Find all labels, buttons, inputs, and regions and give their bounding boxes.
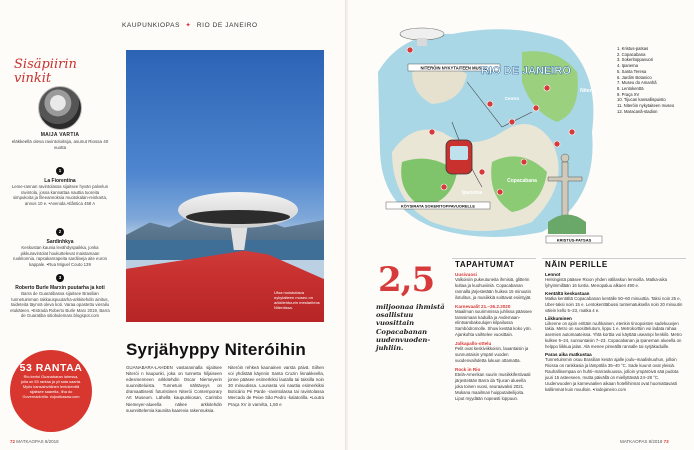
left-page: [0, 0, 346, 450]
event-title: Rock in Rio: [455, 366, 481, 372]
fact-title: Liikkuminen: [545, 315, 572, 321]
legend-item: 2. Copacabana: [617, 51, 646, 57]
author-description: eläkkeellä oleva ravintoloitsija, asunut Riossa 40 vuotta: [11, 139, 109, 150]
map-label-ipanema: Ipanema: [461, 190, 483, 196]
legend-item: 6. Jardim Botanico: [617, 74, 652, 80]
tip-description: Leme-rannan ravintolassa sijaitsee hyvän palvelun ravintola, jossa kannattaa nauttia tuoreita simpukoita ja fileeannoksia muotokalan-reinkarta, annos 10 e. •Avenida Atlântica 458 A: [11, 184, 109, 206]
legend-item: 12. Maracanã-stadion: [617, 108, 658, 114]
fact-description: Matka kentältä Copacabanan kentälle 50–60 minuuttia. Taksi noin 25 e, Uber-taksi noin 15 e. Lentokenttäbussi tuntematuksella noin 20 minuutin välein kello 5–23, matka 4 e.: [545, 295, 683, 313]
fact-description: Tunnetuimmin osuu Brasilian kesän ajalle joulu–maaliskuuhun, jolloin Riossa on rankkasia ja lämpötila 35–40 °C. Sade kuurot ovat yleisiä. Rauhallisempaa on huhti–marraskuussa, jolloin ympäröivä sää pudota juuri 15 asteeseen, mutta päivällä on miellyttävää 24–28 °C. Uudenvuoden ja karnevaalien aikaan hotellihinnat ovat huomattavasti kalliimmat kuin muulloin. •riodejaneiro.com: [545, 357, 679, 392]
author-name: MAIJA VARTIA: [40, 132, 80, 138]
museum-photo: [126, 50, 324, 322]
photo-caption: Ufoa muistuttava nykytaiteen museo on arkkitehtuurin mestariteos Niteróissa.: [274, 290, 320, 310]
publication-name: MATKAOPAS 8/2018: [620, 439, 663, 444]
map-legend: [617, 46, 687, 114]
map-label-copacabana: Copacabana: [507, 178, 537, 184]
facts-list: [545, 272, 685, 393]
legend-item: 7. Museu do Amanhã: [617, 80, 657, 86]
event-description: Etelä-Amerikan suurin musiikkifestivaali järjestetään Barra da Tijucan alueella joka toinen vuosi, seuraavaksi 2021. Mukana maailman huipputaiteilijoita. Liput myydään nopeasti loppuun.: [455, 371, 531, 401]
events-rule: [452, 258, 536, 259]
star-icon: ✦: [185, 22, 192, 29]
page-footer-right: [620, 439, 669, 444]
section-label: KAUPUNKIOPAS: [122, 22, 181, 29]
tips-title: Sisäpiirin vinkit: [14, 57, 77, 86]
publication-name: MATKAOPAS 8/2018: [16, 439, 59, 444]
legend-item: 8. Lentokenttä: [617, 85, 644, 91]
event-title: Karnevaalit 21.–26.2.2020: [455, 303, 511, 309]
page-footer-left: [10, 439, 59, 444]
events-heading: TAPAHTUMAT: [455, 260, 515, 269]
facts-heading: NÄIN PERILLE: [545, 260, 608, 269]
fact-title: Lennot: [545, 272, 561, 277]
tip-title: Sardinhkya: [46, 239, 74, 245]
event-description: Pelit ovat keskiviikkoisin, lauantaisin ja sunnuntaisin ympäri vuoden vuodenvaihdetta lukuun ottamatta.: [455, 346, 529, 363]
fact-title: Paras aika matkustaa: [545, 352, 592, 358]
tip-number: 3: [56, 274, 64, 282]
tip-title: Roberto Burle Marxin puutarha ja koti: [15, 285, 105, 291]
article-column-1: GUANABARA-LAHDEN vastarannalla sijaitsee Niterói n kaupunki, joka on tunnettu hiljaiseen edesmenneen arkkitehdin Oscar Niemeyerin suunnitteluista. Tunnetuin nähtävyys on dramaattisesti futuristinen Niterói Contemporary Art Museum. Lähellä kaupunkiosan, Carimbo Niemeyer-alueella näkee arkkitehdin suunnittelemia kauniita kaarevia rakennuksia.: [126, 365, 222, 413]
event-title: Uusivuosi: [455, 272, 477, 277]
page-number: 72: [10, 439, 16, 444]
events-list: [455, 272, 533, 401]
stat-quote: miljoonaa ihmistä osallistuu vuosittain Copacabanan uudenvuodenjuhliin.: [376, 303, 445, 353]
legend-item: 11. Niteróin nykytaiteen museo: [617, 103, 675, 109]
badge-title: 53 RANTAA: [19, 362, 83, 374]
author-avatar: [38, 86, 82, 130]
legend-item: 5. Santa Teresa: [617, 68, 647, 74]
badge-description: Rio kertoi Guanabaran lahessa, jolla on 53 rantaa ja yli sata saarta. Myös kansainvälinen lentokenttä sijaitsee saarella, Ilha do Governadorilla. riojustkasaw.com: [20, 374, 82, 399]
tip-title: La Fiorentina: [44, 178, 76, 184]
map-label-city: RIO DE JANEIRO: [481, 65, 571, 77]
tip-number: 2: [56, 228, 64, 236]
fact-description: Liikenne on ajoin erittäin ruuhkainen, etenkin tiroopoisten sadekuuvjen takia. Metro on suosittelutum, lippu 1 e. Metrokorttiin voi ladata rahaa asemien automaateissa. Yhtä korttia voi käyttää useampi henkilö. Metro kulkee 5–24, sunnuntaisin 7–23. Copacabanan ja Ipaneman alueella on helppo liikkua jalan. Alä menee pimeällä rannalle tai syrjäkaduille.: [545, 320, 682, 350]
tip-item-3: [10, 266, 110, 319]
tip-description: Barra de Guaratibassa sijaitsee Brasilian tunnetuimman rakkauspuutarha-arkkitehdin ainitus, taideteita täynnä oleva koti. Varaa opastettu vierailu etukäteen. •Estrada Roberto Burle Marx 2019, Barra de Guaratiba sitiobulemarx.blogspot.com: [10, 291, 110, 319]
page-header: [122, 21, 258, 29]
beaches-badge: [10, 350, 92, 432]
page-number: 73: [663, 439, 669, 444]
tip-description: Keskustan kaunia levähdyspaikka, jonka pikkuravintolat houkuttelevat maistamaan ruokitonnia, rapsakanrapeita sardiineja aite euron kappale. •Rua Miguel Couto 139: [12, 245, 108, 267]
legend-item: 3. Sokeritoppavuori: [617, 57, 654, 63]
legend-item: 1. Kristus-patsas: [617, 46, 649, 51]
article-headline: Syrjähyppy Niteróihin: [126, 340, 306, 359]
city-label: RIO DE JANEIRO: [196, 22, 258, 29]
map-label-cable: KÖYSIRATA SOKERITOPPAVUORELLE: [400, 203, 476, 209]
event-description: Valkoisiin pukeutuneita ihmisiä, glitterin kultaa ja kuohuviiniä. Copacabanan rannalla järjestetään huikea 15 minuutin ilotulitus, ja musiikkiä soittavat esiintyjät.: [455, 277, 532, 300]
legend-item: 9. Praça XV: [617, 91, 640, 97]
tip-item-1: [10, 159, 110, 206]
event-title: Jalkapallo-ottelu: [455, 341, 492, 347]
map-label-centro: Centro: [504, 96, 520, 101]
article-column-2: Niteróin rehkeä kaunainen varsta päivä. Siihen voi yhdistää käynnin Santa Cruzin linnakkeella, jonne pääsee esimerkiksi lautalla tai taksilla noin 30 minuutissa. Lounasta voi nauttia esimerkiksi Boticário Pé Parde -ravintolassa tai ravintolassa Mercado de Peixe São Pedro -kalatorilla. •Loutra Praça XV in varrelta, 1,50 e: [228, 365, 324, 407]
map-label-statue: KRISTUS-PATSAS: [556, 237, 592, 243]
tip-number: 1: [56, 167, 64, 175]
event-description: Maailman suurimmissa juhlissa päässee tanssimaan kaduilla ja Avdemaan-elintsambakoulujen kilpailussa Sambódromolle. Show kestää koko yön. Ajankohta vaihtelee vuosittain.: [455, 308, 532, 338]
illustrated-map: [372, 12, 604, 245]
tip-item-2: [10, 220, 110, 267]
fact-description: Helsingistä pääsee Rioon yhden välilaskun lennoilla. Matka-aika lyhyimmillään 16 tuntia. Menopaluu alkaen 490 e.: [545, 277, 668, 288]
fact-title: Kentältä keskustaan: [545, 290, 590, 296]
facts-rule: [542, 258, 686, 259]
stat-number: 2,5: [378, 260, 435, 300]
museum-windows-shape: [186, 210, 290, 224]
legend-item: 10. Tijucan kansallispuisto: [617, 97, 666, 103]
map-label-niteroi: Niteroi: [580, 88, 596, 94]
legend-item: 4. Ipanema: [617, 63, 638, 69]
map-label-museum: NITERÓIN NYKYTAITEEN MUSEO: [420, 65, 488, 71]
